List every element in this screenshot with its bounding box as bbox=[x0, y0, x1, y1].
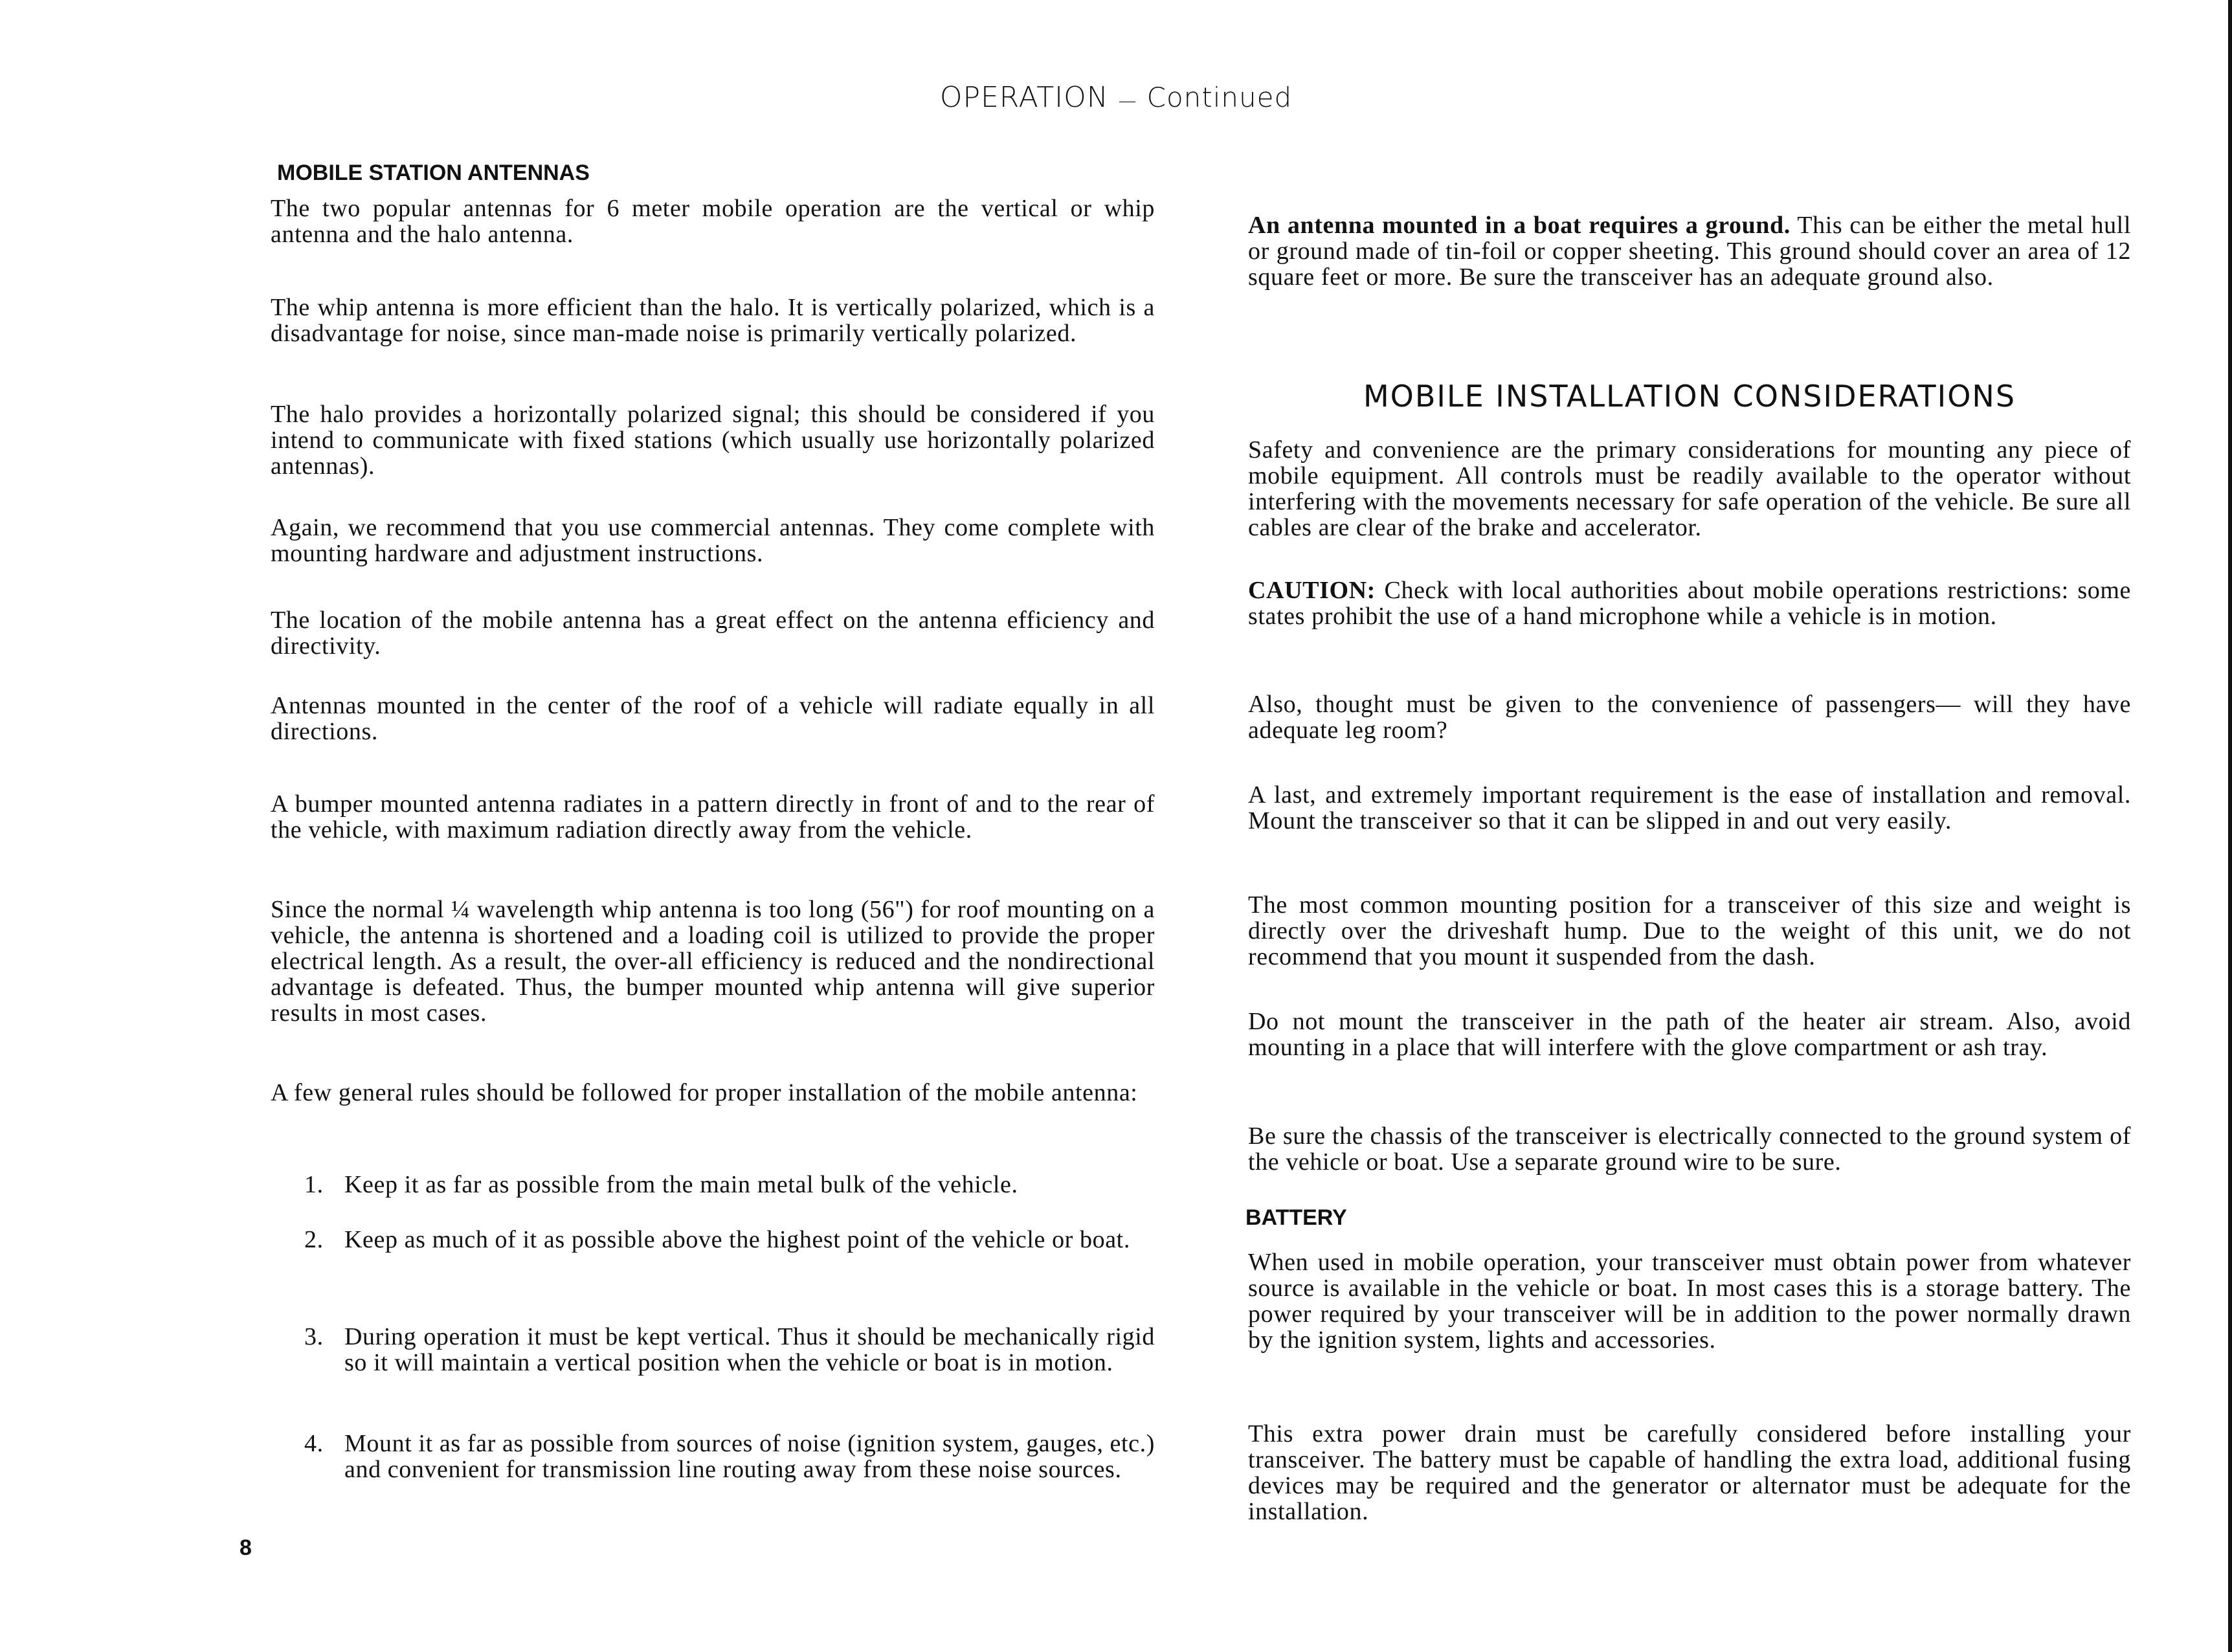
list-item bbox=[304, 1172, 1155, 1198]
section-heading-mobile-station-antennas: MOBILE STATION ANTENNAS bbox=[277, 161, 590, 185]
page-title bbox=[0, 81, 2232, 114]
paragraph: The halo provides a horizontally polarized signal; this should be considered if you intend to communicate with fixed stations (which usually use horizontally polarized antennas). bbox=[271, 401, 1155, 480]
list-item bbox=[304, 1227, 1155, 1253]
paragraph: A few general rules should be followed for proper installation of the mobile antenna: bbox=[271, 1079, 1138, 1106]
paragraph-boat-ground bbox=[1248, 212, 2131, 290]
caution-text: Check with local authorities about mobile operations restrictions: some states prohibit the use of a hand microphone while a vehicle is in motion. bbox=[1248, 577, 2131, 630]
paragraph: Since the normal ¼ wavelength whip antenna is too long (56") for roof mounting on a vehicle, the antenna is shortened and a loading coil is utilized to provide the proper electrical length. As a result, the over-all efficiency is reduced and the nondirectional advantage is defeated. Thus, the bumper mounted whip antenna will give superior results in most cases. bbox=[271, 896, 1155, 1027]
list-text: During operation it must be kept vertical. Thus it should be mechanically rigid so it will maintain a vertical position when the vehicle or boat is in motion. bbox=[344, 1323, 1155, 1376]
paragraph: A last, and extremely important requirement is the ease of installation and removal. Mount the transceiver so that it can be slipped in and out very easily. bbox=[1248, 781, 2131, 834]
caution-paragraph bbox=[1248, 577, 2131, 629]
paragraph: The most common mounting position for a transceiver of this size and weight is directly over the driveshaft hump. Due to the weight of this unit, we do not recommend that you mount it suspended from the dash. bbox=[1248, 891, 2131, 970]
paragraph: The two popular antennas for 6 meter mobile operation are the vertical or whip antenna and the halo antenna. bbox=[271, 195, 1155, 248]
list-item bbox=[304, 1324, 1155, 1376]
boat-text: This can be either the metal hull or ground made of tin-foil or copper sheeting. This ground should cover an area of 12 square feet or more. Be sure the transceiver has an adequate ground also. bbox=[1248, 212, 2131, 291]
paragraph: Antennas mounted in the center of the roof of a vehicle will radiate equally in all directions. bbox=[271, 692, 1155, 745]
boat-lead: An antenna mounted in a boat requires a ground. bbox=[1248, 212, 1791, 239]
paragraph: Be sure the chassis of the transceiver is electrically connected to the ground system of the vehicle or boat. Use a separate ground wire to be sure. bbox=[1248, 1122, 2131, 1176]
title-dash: — bbox=[1118, 90, 1137, 111]
paragraph: Safety and convenience are the primary considerations for mounting any piece of mobile equipment. All controls must be readily available to the operator without interfering with the movements necessary for safe operation of the vehicle. Be sure all cables are clear of the brake and accelerator. bbox=[1248, 436, 2131, 541]
paragraph: When used in mobile operation, your transceiver must obtain power from whatever source is available in the vehicle or boat. In most cases this is a storage battery. The power required by your transceiver will be in addition to the power normally drawn by the ignition system, lights and accessories. bbox=[1248, 1249, 2131, 1354]
list-number: 1. bbox=[304, 1171, 324, 1198]
title-main: OPERATION bbox=[939, 81, 1109, 114]
list-text: Keep it as far as possible from the main metal bulk of the vehicle. bbox=[344, 1171, 1018, 1198]
list-text: Mount it as far as possible from sources of noise (ignition system, gauges, etc.) and convenient for transmission line routing away from these noise sources. bbox=[344, 1430, 1155, 1483]
section-heading-mobile-installation: MOBILE INSTALLATION CONSIDERATIONS bbox=[1363, 379, 2016, 414]
caution-label: CAUTION: bbox=[1248, 577, 1376, 604]
paragraph: A bumper mounted antenna radiates in a pattern directly in front of and to the rear of the vehicle, with maximum radiation directly away from the vehicle. bbox=[271, 790, 1155, 843]
title-continued: Continued bbox=[1146, 82, 1293, 113]
page-number: 8 bbox=[240, 1535, 252, 1560]
paragraph: Again, we recommend that you use commercial antennas. They come complete with mounting hardware and adjustment instructions. bbox=[271, 514, 1155, 567]
list-number: 3. bbox=[304, 1323, 324, 1350]
list-item bbox=[304, 1431, 1155, 1482]
page-edge bbox=[2228, 0, 2232, 1652]
paragraph: Do not mount the transceiver in the path of the heater air stream. Also, avoid mounting in a place that will interfere with the glove compartment or ash tray. bbox=[1248, 1008, 2131, 1061]
paragraph: This extra power drain must be carefully considered before installing your transceiver. The battery must be capable of handling the extra load, additional fusing devices may be required and the generator or alternator must be adequate for the installation. bbox=[1248, 1420, 2131, 1525]
paragraph: The whip antenna is more efficient than the halo. It is vertically polarized, which is a disadvantage for noise, since man-made noise is primarily vertically polarized. bbox=[271, 294, 1155, 347]
list-text: Keep as much of it as possible above the highest point of the vehicle or boat. bbox=[344, 1226, 1130, 1253]
section-heading-battery: BATTERY bbox=[1245, 1205, 1347, 1230]
list-number: 4. bbox=[304, 1430, 324, 1457]
paragraph: Also, thought must be given to the convenience of passengers— will they have adequate leg room? bbox=[1248, 691, 2131, 744]
list-number: 2. bbox=[304, 1226, 324, 1253]
paragraph: The location of the mobile antenna has a great effect on the antenna efficiency and directivity. bbox=[271, 607, 1155, 660]
